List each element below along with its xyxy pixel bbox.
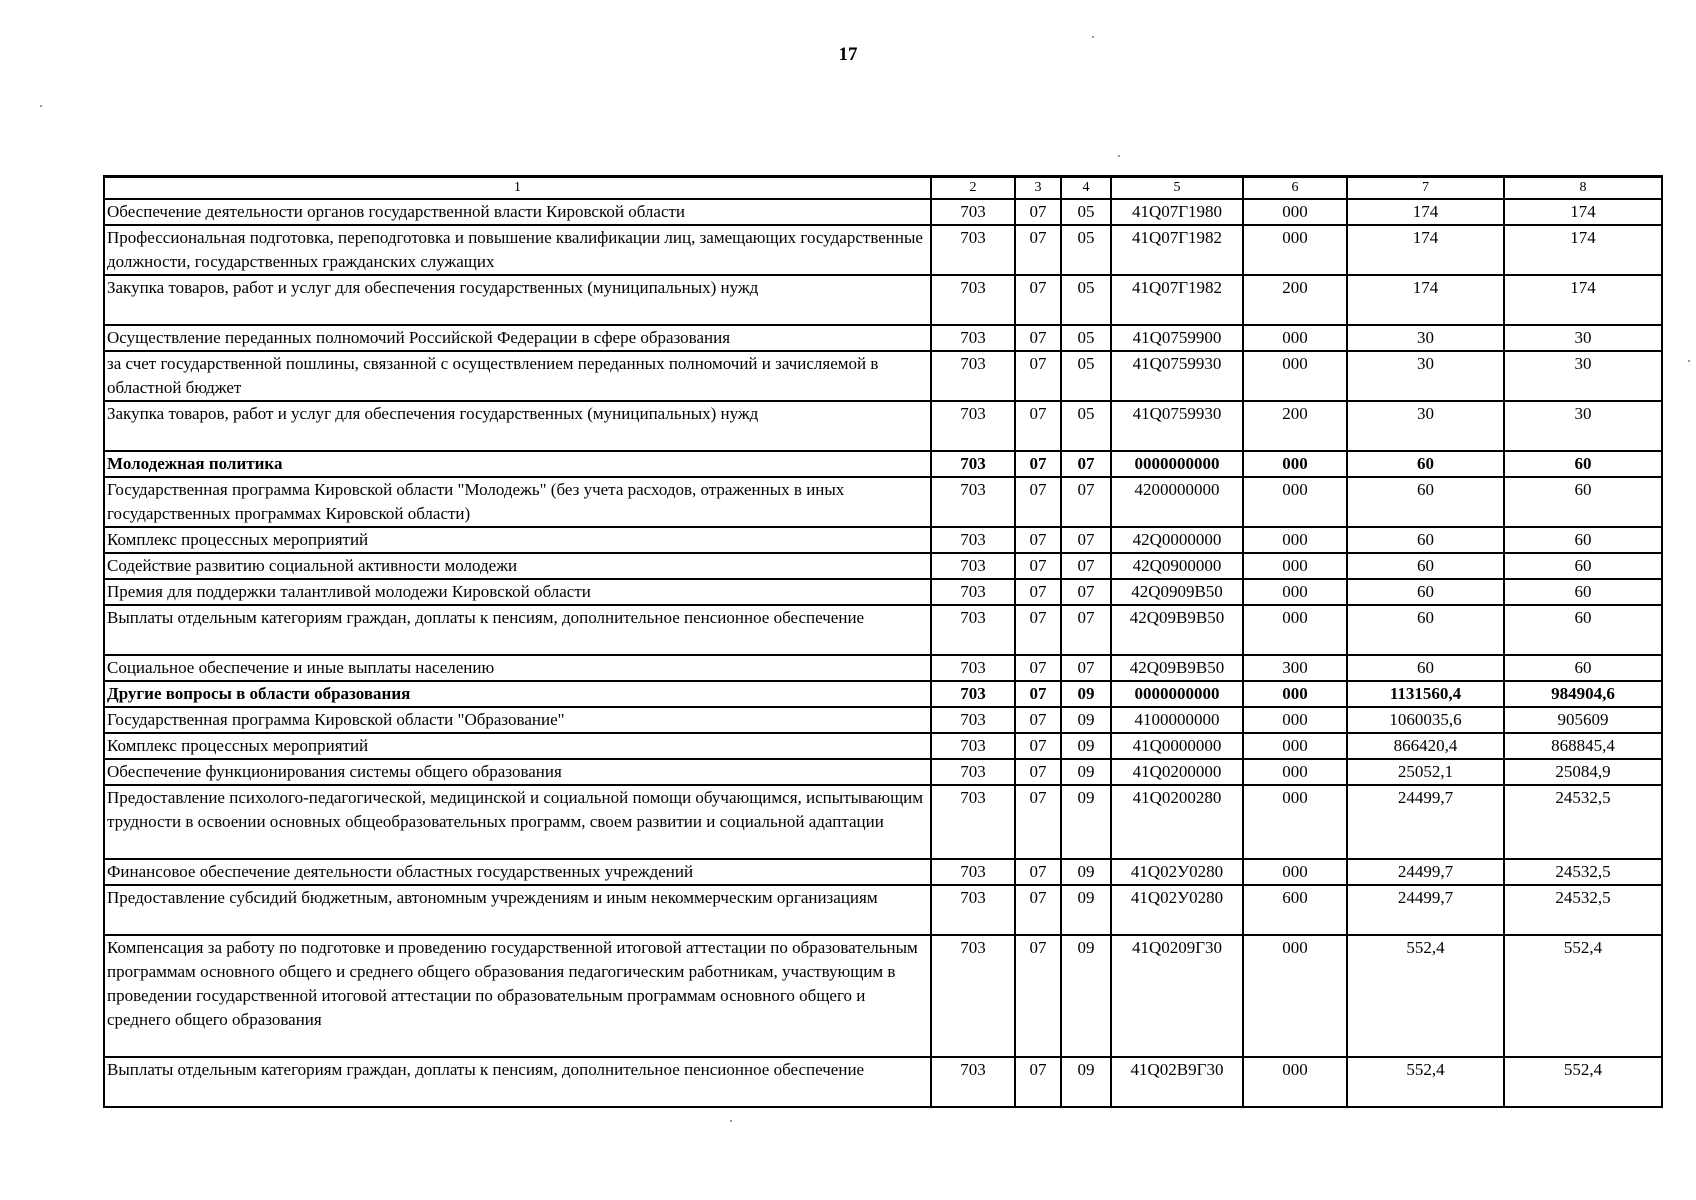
code-target-article: 42Q0909B50 xyxy=(1111,579,1243,605)
amount-year-2: 174 xyxy=(1504,225,1662,275)
code-expense-type: 000 xyxy=(1243,225,1347,275)
code-target-article: 41Q07Г1982 xyxy=(1111,225,1243,275)
amount-year-2: 174 xyxy=(1504,199,1662,225)
code-section: 07 xyxy=(1015,1057,1061,1107)
code-subsection: 07 xyxy=(1061,605,1111,655)
table-row xyxy=(104,351,1662,401)
code-expense-type: 000 xyxy=(1243,553,1347,579)
table-row xyxy=(104,859,1662,885)
column-header: 1 xyxy=(104,177,931,200)
amount-year-1: 174 xyxy=(1347,199,1504,225)
column-header: 4 xyxy=(1061,177,1111,200)
code-ministry: 703 xyxy=(931,759,1015,785)
code-ministry: 703 xyxy=(931,579,1015,605)
amount-year-1: 24499,7 xyxy=(1347,859,1504,885)
table-row xyxy=(104,733,1662,759)
code-expense-type: 000 xyxy=(1243,451,1347,477)
code-subsection: 09 xyxy=(1061,785,1111,859)
column-header: 7 xyxy=(1347,177,1504,200)
amount-year-1: 1131560,4 xyxy=(1347,681,1504,707)
code-section: 07 xyxy=(1015,655,1061,681)
amount-year-2: 868845,4 xyxy=(1504,733,1662,759)
table-row xyxy=(104,527,1662,553)
table-row xyxy=(104,225,1662,275)
code-ministry: 703 xyxy=(931,477,1015,527)
code-section: 07 xyxy=(1015,859,1061,885)
table-row xyxy=(104,935,1662,1057)
code-subsection: 09 xyxy=(1061,733,1111,759)
code-subsection: 07 xyxy=(1061,553,1111,579)
code-target-article: 42Q09B9B50 xyxy=(1111,655,1243,681)
row-name: Комплекс процессных мероприятий xyxy=(104,733,931,759)
scan-speck xyxy=(1118,155,1120,157)
amount-year-1: 30 xyxy=(1347,325,1504,351)
code-target-article: 0000000000 xyxy=(1111,451,1243,477)
row-name: Обеспечение функционирования системы общего образования xyxy=(104,759,931,785)
code-ministry: 703 xyxy=(931,401,1015,451)
amount-year-1: 174 xyxy=(1347,225,1504,275)
amount-year-2: 60 xyxy=(1504,655,1662,681)
code-subsection: 09 xyxy=(1061,681,1111,707)
amount-year-1: 1060035,6 xyxy=(1347,707,1504,733)
row-name: Премия для поддержки талантливой молодежи Кировской области xyxy=(104,579,931,605)
row-name: Компенсация за работу по подготовке и проведению государственной итоговой аттестации по образовательным программам основного общего и среднего общего образования педагогическим работникам, участвующим в проведении государственной итоговой аттестации по образовательным программам основного общего и среднего общего образования xyxy=(104,935,931,1057)
column-header: 2 xyxy=(931,177,1015,200)
code-ministry: 703 xyxy=(931,885,1015,935)
code-expense-type: 000 xyxy=(1243,477,1347,527)
amount-year-2: 24532,5 xyxy=(1504,885,1662,935)
table-row xyxy=(104,1057,1662,1107)
amount-year-2: 60 xyxy=(1504,605,1662,655)
code-subsection: 09 xyxy=(1061,707,1111,733)
code-expense-type: 000 xyxy=(1243,579,1347,605)
code-target-article: 41Q07Г1982 xyxy=(1111,275,1243,325)
code-expense-type: 000 xyxy=(1243,1057,1347,1107)
amount-year-1: 866420,4 xyxy=(1347,733,1504,759)
code-target-article: 41Q02B9Г30 xyxy=(1111,1057,1243,1107)
code-target-article: 41Q0209Г30 xyxy=(1111,935,1243,1057)
code-subsection: 05 xyxy=(1061,199,1111,225)
amount-year-1: 552,4 xyxy=(1347,935,1504,1057)
amount-year-1: 30 xyxy=(1347,401,1504,451)
code-expense-type: 000 xyxy=(1243,605,1347,655)
amount-year-1: 24499,7 xyxy=(1347,785,1504,859)
code-expense-type: 000 xyxy=(1243,527,1347,553)
amount-year-2: 30 xyxy=(1504,325,1662,351)
code-ministry: 703 xyxy=(931,527,1015,553)
row-name: Финансовое обеспечение деятельности областных государственных учреждений xyxy=(104,859,931,885)
row-name: Осуществление переданных полномочий Российской Федерации в сфере образования xyxy=(104,325,931,351)
code-target-article: 4100000000 xyxy=(1111,707,1243,733)
column-header: 3 xyxy=(1015,177,1061,200)
code-section: 07 xyxy=(1015,225,1061,275)
amount-year-2: 30 xyxy=(1504,401,1662,451)
scan-speck xyxy=(1688,360,1690,362)
code-section: 07 xyxy=(1015,885,1061,935)
code-subsection: 09 xyxy=(1061,935,1111,1057)
code-subsection: 07 xyxy=(1061,451,1111,477)
code-subsection: 05 xyxy=(1061,325,1111,351)
code-section: 07 xyxy=(1015,527,1061,553)
amount-year-1: 60 xyxy=(1347,553,1504,579)
code-expense-type: 000 xyxy=(1243,935,1347,1057)
row-name: Закупка товаров, работ и услуг для обеспечения государственных (муниципальных) нужд xyxy=(104,275,931,325)
row-name: Социальное обеспечение и иные выплаты населению xyxy=(104,655,931,681)
code-section: 07 xyxy=(1015,275,1061,325)
amount-year-2: 984904,6 xyxy=(1504,681,1662,707)
code-ministry: 703 xyxy=(931,1057,1015,1107)
column-header: 5 xyxy=(1111,177,1243,200)
amount-year-2: 60 xyxy=(1504,527,1662,553)
code-expense-type: 000 xyxy=(1243,681,1347,707)
row-name: Молодежная политика xyxy=(104,451,931,477)
code-expense-type: 600 xyxy=(1243,885,1347,935)
code-ministry: 703 xyxy=(931,935,1015,1057)
amount-year-1: 552,4 xyxy=(1347,1057,1504,1107)
code-ministry: 703 xyxy=(931,785,1015,859)
code-section: 07 xyxy=(1015,785,1061,859)
code-subsection: 07 xyxy=(1061,527,1111,553)
row-name: Предоставление субсидий бюджетным, автономным учреждениям и иным некоммерческим организациям xyxy=(104,885,931,935)
amount-year-2: 174 xyxy=(1504,275,1662,325)
row-name: Профессиональная подготовка, переподготовка и повышение квалификации лиц, замещающих государственные должности, государственных гражданских служащих xyxy=(104,225,931,275)
code-subsection: 05 xyxy=(1061,275,1111,325)
amount-year-2: 552,4 xyxy=(1504,1057,1662,1107)
amount-year-1: 30 xyxy=(1347,351,1504,401)
amount-year-2: 25084,9 xyxy=(1504,759,1662,785)
table-row xyxy=(104,707,1662,733)
row-name: Государственная программа Кировской области "Молодежь" (без учета расходов, отраженных в иных государственных программах Кировской области) xyxy=(104,477,931,527)
table-body xyxy=(104,199,1662,1107)
code-ministry: 703 xyxy=(931,553,1015,579)
code-target-article: 41Q0759900 xyxy=(1111,325,1243,351)
amount-year-1: 60 xyxy=(1347,477,1504,527)
amount-year-2: 60 xyxy=(1504,451,1662,477)
code-target-article: 0000000000 xyxy=(1111,681,1243,707)
amount-year-1: 174 xyxy=(1347,275,1504,325)
row-name: Закупка товаров, работ и услуг для обеспечения государственных (муниципальных) нужд xyxy=(104,401,931,451)
code-section: 07 xyxy=(1015,351,1061,401)
code-section: 07 xyxy=(1015,451,1061,477)
code-ministry: 703 xyxy=(931,655,1015,681)
table-row xyxy=(104,759,1662,785)
code-ministry: 703 xyxy=(931,859,1015,885)
row-name: за счет государственной пошлины, связанной с осуществлением переданных полномочий и зачисляемой в областной бюджет xyxy=(104,351,931,401)
code-subsection: 09 xyxy=(1061,859,1111,885)
table-row xyxy=(104,451,1662,477)
page-number: 17 xyxy=(838,44,858,65)
code-section: 07 xyxy=(1015,553,1061,579)
amount-year-1: 24499,7 xyxy=(1347,885,1504,935)
amount-year-2: 24532,5 xyxy=(1504,785,1662,859)
row-name: Комплекс процессных мероприятий xyxy=(104,527,931,553)
code-subsection: 09 xyxy=(1061,885,1111,935)
code-target-article: 4200000000 xyxy=(1111,477,1243,527)
code-ministry: 703 xyxy=(931,351,1015,401)
table-row xyxy=(104,785,1662,859)
code-ministry: 703 xyxy=(931,225,1015,275)
code-section: 07 xyxy=(1015,733,1061,759)
code-section: 07 xyxy=(1015,759,1061,785)
code-expense-type: 300 xyxy=(1243,655,1347,681)
column-header: 8 xyxy=(1504,177,1662,200)
table-row xyxy=(104,275,1662,325)
scan-speck xyxy=(1092,36,1094,38)
row-name: Другие вопросы в области образования xyxy=(104,681,931,707)
amount-year-1: 60 xyxy=(1347,451,1504,477)
code-subsection: 05 xyxy=(1061,351,1111,401)
row-name: Выплаты отдельным категориям граждан, доплаты к пенсиям, дополнительное пенсионное обеспечение xyxy=(104,605,931,655)
row-name: Государственная программа Кировской области "Образование" xyxy=(104,707,931,733)
code-expense-type: 000 xyxy=(1243,759,1347,785)
code-expense-type: 200 xyxy=(1243,401,1347,451)
code-ministry: 703 xyxy=(931,325,1015,351)
row-name: Выплаты отдельным категориям граждан, доплаты к пенсиям, дополнительное пенсионное обеспечение xyxy=(104,1057,931,1107)
code-section: 07 xyxy=(1015,681,1061,707)
code-subsection: 05 xyxy=(1061,401,1111,451)
table-row xyxy=(104,605,1662,655)
column-header: 6 xyxy=(1243,177,1347,200)
code-ministry: 703 xyxy=(931,275,1015,325)
code-target-article: 41Q02У0280 xyxy=(1111,885,1243,935)
code-expense-type: 000 xyxy=(1243,707,1347,733)
code-target-article: 41Q0200280 xyxy=(1111,785,1243,859)
code-section: 07 xyxy=(1015,401,1061,451)
code-subsection: 07 xyxy=(1061,477,1111,527)
table-row xyxy=(104,655,1662,681)
code-target-article: 41Q0759930 xyxy=(1111,401,1243,451)
amount-year-1: 60 xyxy=(1347,605,1504,655)
code-ministry: 703 xyxy=(931,605,1015,655)
code-subsection: 07 xyxy=(1061,579,1111,605)
amount-year-2: 24532,5 xyxy=(1504,859,1662,885)
code-section: 07 xyxy=(1015,325,1061,351)
amount-year-1: 25052,1 xyxy=(1347,759,1504,785)
code-ministry: 703 xyxy=(931,707,1015,733)
table-row xyxy=(104,477,1662,527)
code-section: 07 xyxy=(1015,935,1061,1057)
scan-speck xyxy=(730,1120,732,1122)
amount-year-1: 60 xyxy=(1347,527,1504,553)
code-section: 07 xyxy=(1015,707,1061,733)
code-section: 07 xyxy=(1015,605,1061,655)
amount-year-2: 60 xyxy=(1504,553,1662,579)
code-expense-type: 000 xyxy=(1243,351,1347,401)
code-expense-type: 200 xyxy=(1243,275,1347,325)
code-target-article: 41Q07Г1980 xyxy=(1111,199,1243,225)
code-target-article: 41Q0200000 xyxy=(1111,759,1243,785)
code-target-article: 42Q09B9B50 xyxy=(1111,605,1243,655)
code-expense-type: 000 xyxy=(1243,325,1347,351)
amount-year-2: 905609 xyxy=(1504,707,1662,733)
code-ministry: 703 xyxy=(931,451,1015,477)
table-row xyxy=(104,579,1662,605)
code-ministry: 703 xyxy=(931,733,1015,759)
code-target-article: 41Q02У0280 xyxy=(1111,859,1243,885)
code-section: 07 xyxy=(1015,477,1061,527)
budget-table xyxy=(103,175,1663,1108)
code-expense-type: 000 xyxy=(1243,199,1347,225)
code-subsection: 09 xyxy=(1061,1057,1111,1107)
code-section: 07 xyxy=(1015,579,1061,605)
amount-year-2: 60 xyxy=(1504,579,1662,605)
table-row xyxy=(104,553,1662,579)
code-section: 07 xyxy=(1015,199,1061,225)
code-ministry: 703 xyxy=(931,681,1015,707)
code-subsection: 05 xyxy=(1061,225,1111,275)
code-target-article: 42Q0900000 xyxy=(1111,553,1243,579)
code-expense-type: 000 xyxy=(1243,733,1347,759)
code-subsection: 07 xyxy=(1061,655,1111,681)
table-row xyxy=(104,401,1662,451)
column-numbers-row xyxy=(104,177,1662,200)
row-name: Содействие развитию социальной активности молодежи xyxy=(104,553,931,579)
code-expense-type: 000 xyxy=(1243,785,1347,859)
table-row xyxy=(104,885,1662,935)
amount-year-2: 60 xyxy=(1504,477,1662,527)
amount-year-1: 60 xyxy=(1347,655,1504,681)
amount-year-1: 60 xyxy=(1347,579,1504,605)
table-row xyxy=(104,325,1662,351)
amount-year-2: 30 xyxy=(1504,351,1662,401)
row-name: Предоставление психолого-педагогической, медицинской и социальной помощи обучающимся, испытывающим трудности в освоении основных общеобразовательных программ, своем развитии и социальной адаптации xyxy=(104,785,931,859)
code-target-article: 41Q0759930 xyxy=(1111,351,1243,401)
code-expense-type: 000 xyxy=(1243,859,1347,885)
row-name: Обеспечение деятельности органов государственной власти Кировской области xyxy=(104,199,931,225)
code-target-article: 41Q0000000 xyxy=(1111,733,1243,759)
code-ministry: 703 xyxy=(931,199,1015,225)
table-row xyxy=(104,199,1662,225)
table-row xyxy=(104,681,1662,707)
code-subsection: 09 xyxy=(1061,759,1111,785)
amount-year-2: 552,4 xyxy=(1504,935,1662,1057)
scan-speck xyxy=(40,105,42,107)
code-target-article: 42Q0000000 xyxy=(1111,527,1243,553)
